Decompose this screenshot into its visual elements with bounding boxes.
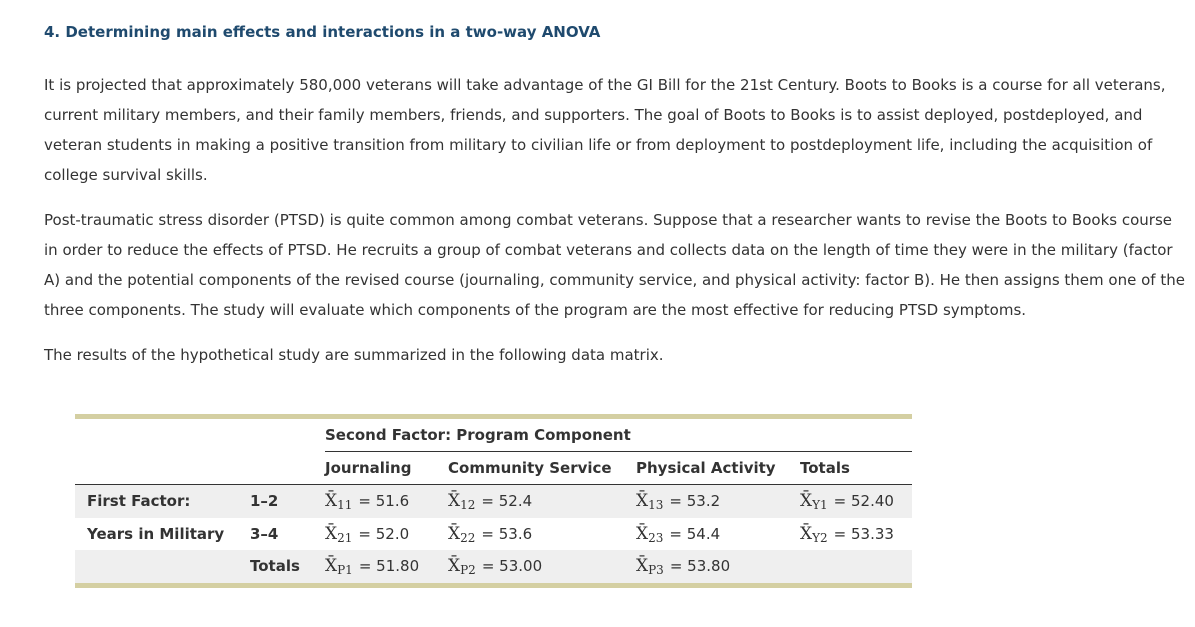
mean-cell: $X̄_{22} = 53.6$ (448, 523, 533, 545)
page-title: 4. Determining main effects and interactions in a two-way ANOVA (44, 23, 601, 41)
mean-cell: $X̄_{13} = 53.2$ (636, 491, 721, 512)
mean-cell: $X̄_{21} = 52.0$ (325, 523, 410, 545)
col-header-community-service: Community Service (448, 458, 612, 477)
totals-row (75, 550, 912, 583)
col-header-journaling: Journaling (325, 458, 412, 477)
column-total-cell: $X̄_{P1} = 51.80$ (325, 556, 420, 577)
column-total-cell: $X̄_{P2} = 53.00$ (448, 556, 543, 577)
mean-cell: $X̄_{12} = 52.4$ (448, 491, 533, 512)
col-header-totals: Totals (800, 458, 850, 477)
summary-paragraph: The results of the hypothetical study are summarized in the following data matrix. (44, 346, 664, 364)
row-total-cell: $X̄_{Y2} = 53.33$ (800, 523, 894, 545)
row-group-label: 3–4 (250, 524, 279, 543)
row-group-label: 1–2 (250, 492, 279, 510)
mean-cell: $X̄_{23} = 54.4$ (636, 523, 721, 545)
intro-paragraph: It is projected that approximately 580,000 veterans will take advantage of the GI Bill for the 21st Century. Boots to Books is a course for all veterans, current military members, and their family members, friends, and supporters. The goal of Boots to Books is to assist deployed, postdeployed, and veteran students in making a positive transition from military to civilian life or from deployment to postdeployment life, including the acquisition of college survival skills. (44, 76, 1166, 184)
study-paragraph: Post-traumatic stress disorder (PTSD) is quite common among combat veterans. Suppose that a researcher wants to revise the Boots to Books course in order to reduce the effects of PTSD. He recruits a group of combat veterans and collects data on the length of time they were in the military (factor A) and the potential components of the revised course (journaling, community service, and physical activity: factor B). He then assigns them one of the three components. The study will evaluate which components of the program are the most effective for reducing PTSD symptoms. (44, 211, 1185, 319)
second-factor-header-row (75, 419, 912, 452)
first-factor-label: First Factor: (87, 492, 191, 510)
col-header-physical-activity: Physical Activity (636, 458, 776, 477)
mean-cell: $X̄_{11} = 51.6$ (325, 491, 410, 512)
second-factor-label: Second Factor: Program Component (325, 426, 631, 444)
column-header-row (75, 452, 912, 486)
table-row (75, 485, 912, 518)
first-factor-label-line2: Years in Military (87, 524, 225, 543)
data-matrix-table (75, 414, 912, 588)
totals-row-label: Totals (250, 557, 300, 575)
row-total-cell: $X̄_{Y1} = 52.40$ (800, 491, 894, 512)
table-row (75, 518, 912, 551)
column-total-cell: $X̄_{P3} = 53.80$ (636, 556, 731, 577)
